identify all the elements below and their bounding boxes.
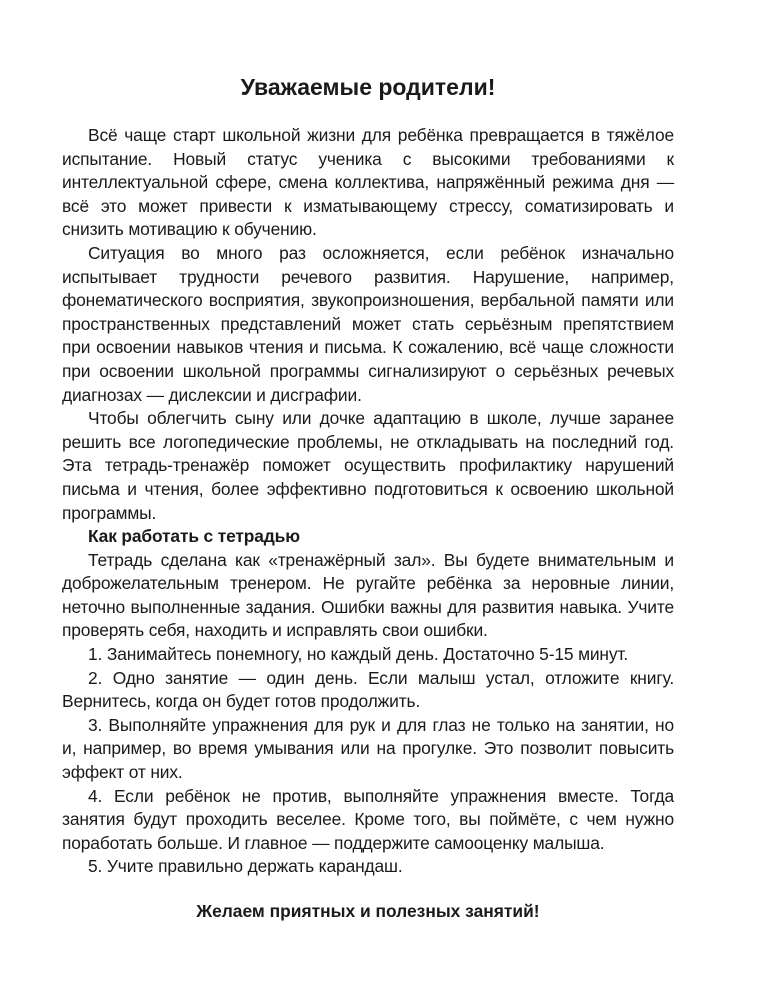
tip-item-2: 2. Одно занятие — один день. Если малыш устал, отложите книгу. Вернитесь, когда он будет готов продолжить. [62,667,674,712]
document-page [62,72,674,924]
tip-item-3: 3. Выполняйте упражнения для рук и для глаз не только на занятии, но и, например, во время умывания или на прогулке. Это позволит повысить эффект от них. [62,714,674,783]
tip-item-1: 1. Занимайтесь понемногу, но каждый день. Достаточно 5-15 минут. [88,644,629,665]
intro-paragraph-2: Ситуация во много раз осложняется, если ребёнок изначально испытывает трудности речевого развития. Нарушение, например, фонематического восприятия, звукопроизношения, вербальной памяти или пространственных представлений может стать серьёзным препятствием при освоении навыков чтения и письма. К сожалению, всё чаще сложности при освоении школьной программы сигнализируют о серьёзных речевых диагнозах — дислексии и дисграфии. [62,242,674,405]
tip-item-5: 5. Учите правильно держать карандаш. [88,856,403,877]
intro-paragraph-1: Всё чаще старт школьной жизни для ребёнка превращается в тяжёлое испытание. Новый статус ученика с высокими требованиями к интеллектуальной сфере, смена коллектива, напряжённый режима дня — всё это может привести к изматывающему стрессу, соматизировать и снизить мотивацию к обучению. [62,125,674,240]
section-intro-paragraph: Тетрадь сделана как «тренажёрный зал». Вы будете внимательным и доброжелательным тренером. Не ругайте ребёнка за неровные линии, неточно выполненные задания. Ошибки важны для развития навыка. Учите проверять себя, находить и исправлять свои ошибки. [62,549,674,641]
intro-paragraph-3: Чтобы облегчить сыну или дочке адаптацию в школе, лучше заранее решить все логопедические проблемы, не откладывать на последний год. Эта тетрадь-тренажёр поможет осуществить профилактику нарушений письма и чтения, более эффективно подготовиться к освоению школьной программы. [62,408,674,523]
tip-item-4: 4. Если ребёнок не против, выполняйте упражнения вместе. Тогда занятия будут проходить веселее. Кроме того, вы поймёте, с чем нужно поработать больше. И главное — поддержите самооценку малыша. [62,785,674,853]
closing-line: Желаем приятных и полезных занятий! [196,901,540,921]
page-title: Уважаемые родители! [240,74,496,100]
section-heading: Как работать с тетрадью [88,526,300,547]
